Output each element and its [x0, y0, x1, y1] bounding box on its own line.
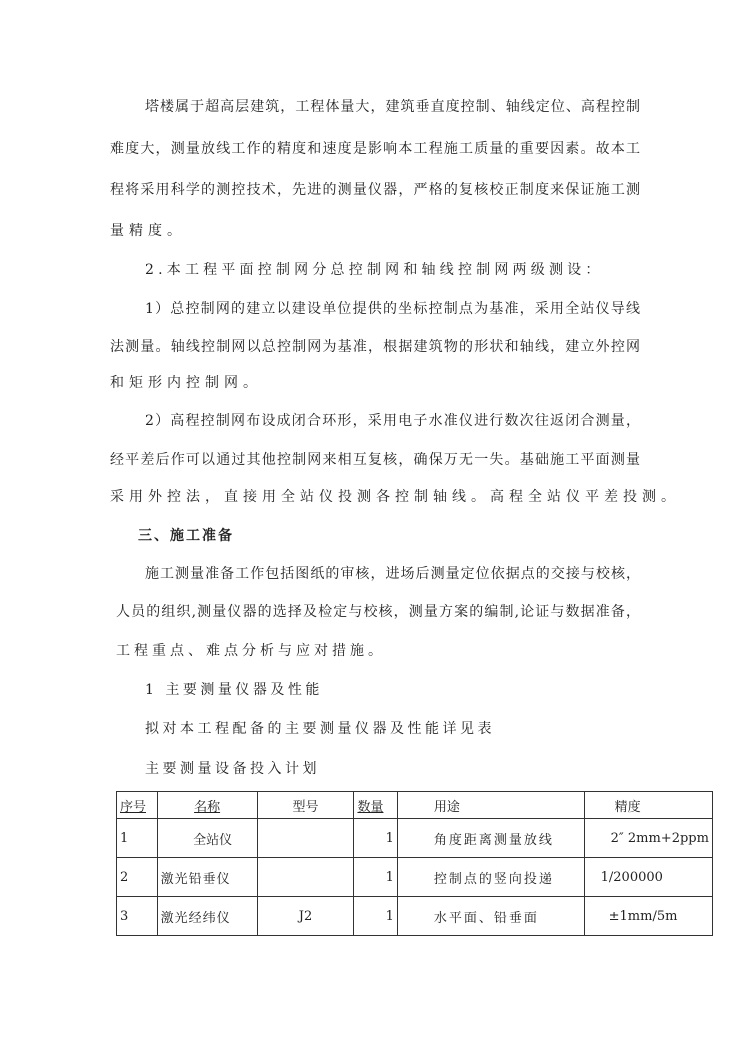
header-cell: 精度 — [584, 792, 712, 819]
cell: 激光铅垂仪 — [157, 858, 257, 897]
paragraph-line: 拟对本工程配备的主要测量仪器及性能详见表 — [145, 721, 495, 737]
cell — [257, 819, 354, 858]
paragraph-line: 和矩形内控制网。 — [110, 375, 262, 391]
header-cell: 用途 — [397, 792, 584, 819]
paragraph-line: 难度大，测量放线工作的精度和速度是影响本工程施工质量的重要因素。故本工 — [110, 141, 640, 157]
header-cell: 名称 — [157, 792, 257, 819]
cell: ±1mm/5m — [584, 897, 712, 936]
equipment-table — [116, 791, 713, 936]
paragraph-line: 量精度。 — [110, 223, 186, 239]
table-header-row — [117, 792, 713, 819]
cell: 1 — [354, 819, 397, 858]
paragraph-line: 采用外控法，直接用全站仪投测各控制轴线。高程全站仪平差投测。 — [110, 489, 680, 505]
header-cell: 数量 — [354, 792, 397, 819]
cell: 3 — [117, 897, 158, 936]
cell: 激光经纬仪 — [157, 897, 257, 936]
cell: 1 — [117, 819, 158, 858]
section-heading: 三、施工准备 — [138, 528, 234, 544]
paragraph-line: 塔楼属于超高层建筑，工程体量大，建筑垂直度控制、轴线定位、高程控制 — [145, 99, 640, 115]
cell: 2″ 2mm+2ppm — [584, 819, 712, 858]
paragraph-line: 2.本工程平面控制网分总控制网和轴线控制网两级测设： — [145, 262, 604, 278]
header-cell: 序号 — [117, 792, 158, 819]
paragraph-line: 法测量。轴线控制网以总控制网为基准，根据建筑物的形状和轴线，建立外控网 — [110, 339, 640, 355]
cell: 2 — [117, 858, 158, 897]
table-row — [117, 858, 713, 897]
paragraph-line: 工程重点、难点分析与应对措施。 — [116, 643, 386, 659]
paragraph-line: 2）高程控制网布设成闭合环形，采用电子水准仪进行数次往返闭合测量， — [145, 413, 640, 429]
cell: 1/200000 — [584, 858, 712, 897]
cell: J2 — [257, 897, 354, 936]
cell: 水平面、铅垂面 — [397, 897, 584, 936]
cell: 1 — [354, 858, 397, 897]
cell: 角度距离测量放线 — [397, 819, 584, 858]
paragraph-line: 1）总控制网的建立以建设单位提供的坐标控制点为基准，采用全站仪导线 — [145, 301, 640, 317]
subheading: 1 主要测量仪器及性能 — [145, 682, 323, 698]
cell — [257, 858, 354, 897]
table-row — [117, 819, 713, 858]
cell: 控制点的竖向投递 — [397, 858, 584, 897]
paragraph-line: 经平差后作可以通过其他控制网来相互复核，确保万无一失。基础施工平面测量 — [110, 452, 640, 468]
header-cell: 型号 — [257, 792, 354, 819]
table-caption: 主要测量设备投入计划 — [145, 761, 320, 777]
paragraph-line: 人员的组织,测量仪器的选择及检定与校核，测量方案的编制,论证与数据准备， — [116, 604, 640, 620]
table-row — [117, 897, 713, 936]
cell: 1 — [354, 897, 397, 936]
paragraph-line: 程将采用科学的测控技术，先进的测量仪器，严格的复核校正制度来保证施工测 — [110, 182, 640, 198]
cell: 全站仪 — [157, 819, 257, 858]
paragraph-line: 施工测量准备工作包括图纸的审核，进场后测量定位依据点的交接与校核， — [145, 566, 640, 582]
